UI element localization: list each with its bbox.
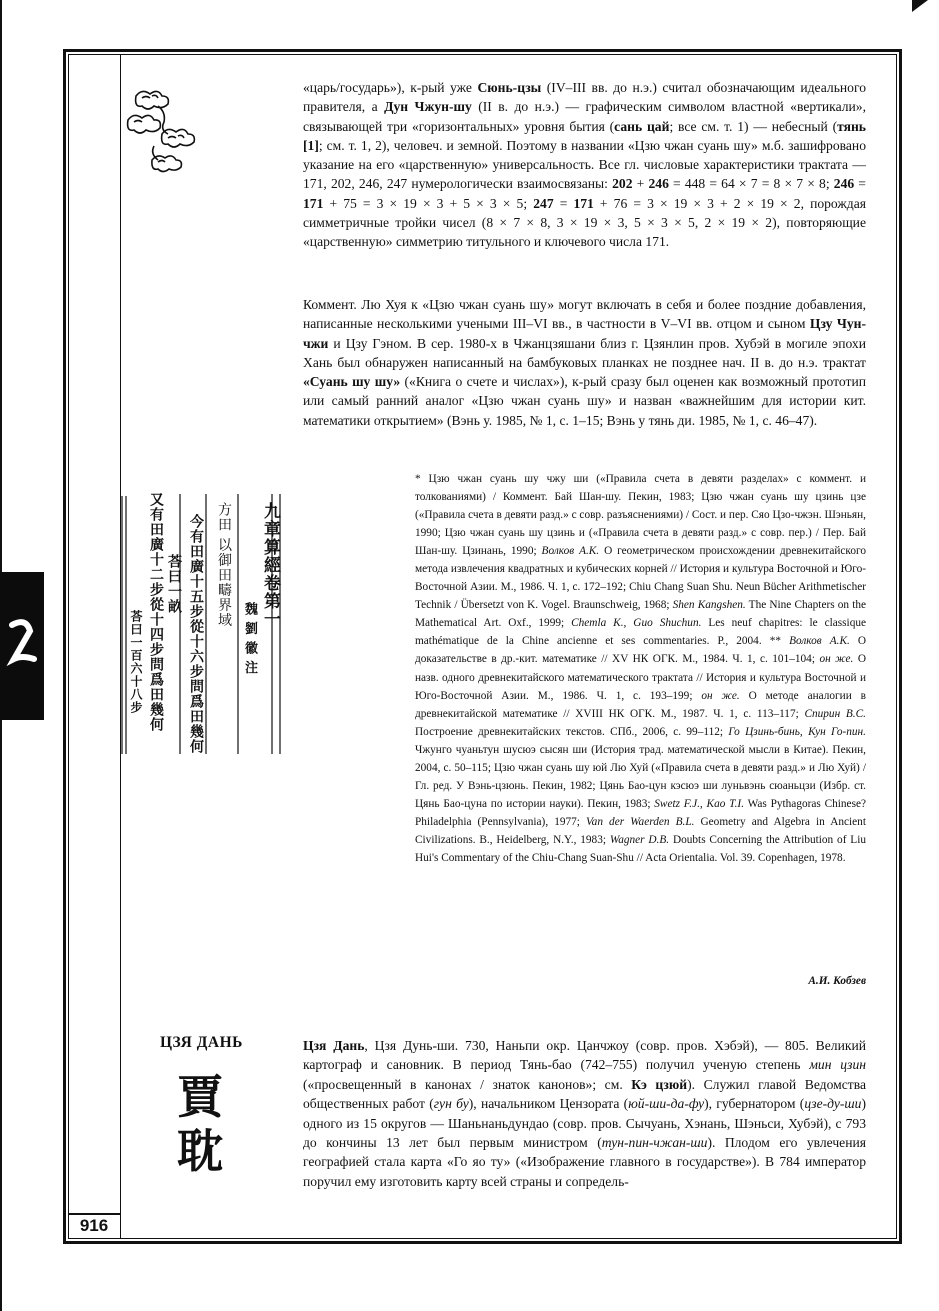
cross-ref-link[interactable]: Сюнь-цзы bbox=[477, 80, 542, 95]
main-text-paragraph-1 bbox=[303, 78, 866, 251]
section-thumb-letter bbox=[0, 611, 44, 686]
term-italic: мин цзин bbox=[809, 1057, 867, 1073]
note-run: О доказательстве в др.-кит. математике // XV НК ОГК. М., 1984. Ч. 1, с. 101–104; bbox=[415, 635, 867, 666]
note-author: он же. bbox=[819, 653, 854, 666]
text-run: + 75 = 3 × 19 × 3 + 5 × 3 × 5; bbox=[323, 195, 534, 211]
note-run: * Цзю чжан суань шу чжу ши («Правила счета в девяти разделах» с коммент. и толкованиями) / Коммент. Бай Шан-шу. Пекин, 1983; Цзю чжан суань шу цзинь цзе («Правила счета в девяти разд.» с совр. разъяснениями) / Сост. и пер. Сяо Цзо-чжэн. Шэньян, 1990; Цзю чжан суань шу цзинь и («Правила счета в девяти разд.» с совр. пер.) / Пер. Бай Шан-шу. Цзинань, 1990; bbox=[415, 473, 866, 558]
headword-glyph: 賈 bbox=[177, 1070, 223, 1124]
bold-number: 246 bbox=[833, 176, 855, 192]
term-italic: тун-пин-чжан-ши bbox=[601, 1135, 708, 1151]
note-author: Van der Waerden B.L. bbox=[586, 815, 695, 828]
bold-number: 247 bbox=[533, 195, 554, 211]
entry-title-bold: Цзя Дань bbox=[303, 1038, 365, 1053]
text-run: ) одного из 15 округов — Шаньнаньдундао (совр. пров. Сычуань, Хэнань, Шэньси, Хубэй), с 793 до кончины 13 лет был первым министром ( bbox=[303, 1096, 866, 1151]
note-author: Спирин В.С. bbox=[804, 707, 866, 720]
note-run: Doubts Concerning the Attribution of Liu Hui's Commentary of the Chiu-Chang Suan-Shu // Acta Orientalia. Vol. 39. Copenhagen, 1978. bbox=[415, 833, 866, 864]
note-run: Les neuf chapitres: le classique mathématique de la Chine ancienne et ses commentaries. P., 2004. ** bbox=[415, 617, 867, 648]
text-run: = bbox=[553, 195, 574, 211]
cross-ref-link[interactable]: Кэ цзюй bbox=[631, 1076, 688, 1092]
text-run: = bbox=[854, 176, 866, 192]
text-run: ). Плодом его увлечения географией стала карта «Го яо ту» («Изображение главного в государстве»). В 784 император поручил ему изготовить карту всей страны и сопредель- bbox=[303, 1135, 867, 1189]
headword-glyph: 耽 bbox=[177, 1124, 223, 1178]
text-run: = 448 = 64 × 7 = 8 × 7 × 8; bbox=[668, 176, 834, 192]
text-run: «царь/государь»), к-рый уже bbox=[303, 80, 478, 95]
cross-ref-link[interactable]: сань цай bbox=[614, 118, 670, 134]
illustration-column: 荅曰一畝 bbox=[166, 554, 182, 614]
note-author: Го Цзинь-бинь, Кун Го-пин. bbox=[728, 725, 866, 738]
text-run: + bbox=[632, 176, 649, 192]
corner-mark bbox=[912, 0, 928, 12]
bold-number: 246 bbox=[648, 176, 669, 192]
text-run: (II в. до н.э.) — графическим символом властной «вертикали», связывающей три «горизонтальных» уровня бытия ( bbox=[303, 99, 866, 134]
text-run: Коммент. Лю Хуя к «Цзю чжан суань шу» могут включать в себя и более поздние добавления, написанные несколькими учеными III–VI вв., в частности в V–VI вв. отцом и сыном bbox=[303, 297, 866, 332]
page-number: 916 bbox=[79, 1216, 109, 1235]
text-run: , Цзя Дунь-ши. 730, Наньпи окр. Цанчжоу (совр. пров. Хэбэй), — 805. Великий картограф и сановник. В период Тянь-бао (742–755) получил ученую степень bbox=[303, 1038, 866, 1073]
note-author: он же. bbox=[701, 689, 740, 702]
text-run: ), начальником Цензората ( bbox=[468, 1096, 629, 1112]
cross-ref-link[interactable]: Цзу Чун-чжи bbox=[303, 316, 866, 351]
bold-number: 171 bbox=[573, 195, 594, 211]
cross-ref-link[interactable]: Дун Чжун-шу bbox=[384, 99, 472, 115]
text-run: ; все см. т. 1) — небесный ( bbox=[669, 118, 838, 134]
note-run: О геометрическом происхождении древнекитайского метода извлечения квадратных и кубических корней // История и культура Восточной и Юго-Восточной Азии. М., 1986. Ч. 1, с. 172–192; Chiu Chang Suan Shu. Neun Bücher Arithmetischer Technik / Übersetzt von K. Vogel. Braunschweig, 1968; bbox=[415, 545, 866, 612]
author-signature: А.И. Кобзев bbox=[808, 975, 866, 987]
bibliography-notes bbox=[415, 470, 866, 867]
note-author: Волков А.К. bbox=[541, 545, 600, 558]
bold-number: 202 bbox=[612, 176, 633, 192]
illustration-column: 魏 劉 徽 注 bbox=[242, 602, 257, 675]
note-author: Chemla K., Guo Shuchun. bbox=[571, 617, 702, 630]
book-title: «Суань шу шу» bbox=[303, 374, 401, 389]
illustration-column: 方田 以御田疇界域 bbox=[216, 502, 232, 628]
note-author: Swetz F.J., Kao T.I. bbox=[654, 797, 745, 810]
note-run: О назв. одного древнекитайского математического трактата // История и культура Восточной и Юго-Восточной Азии. М., 1986. Ч. 1, с. 193–199; bbox=[415, 653, 867, 702]
note-run: The Nine Chapters on the Mathematical Art. Oxf., 1999; bbox=[415, 599, 866, 630]
illustration-column: 今有田廣十五步從十六步問爲田幾何 bbox=[188, 514, 204, 754]
text-run: («Книга о счете и числах»), к-рый сразу был оценен как возможный прототип или самый ранний аналог «Цзю чжан суань шу» и назван «важнейшим для истории кит. математики открытием» (Вэнь у. 1985, № 1, с. 1–15; Вэнь у тянь ди. 1985, № 1, с. 46–47). bbox=[303, 374, 866, 428]
entry-body bbox=[303, 1036, 866, 1191]
term-italic: юй-ши-да-фу bbox=[628, 1096, 705, 1112]
note-run: Построение древнекитайских текстов. СПб., 2006, с. 99–112; bbox=[415, 725, 729, 738]
thumb-letter-glyph bbox=[0, 611, 44, 675]
note-author: Shen Kangshen. bbox=[672, 599, 746, 612]
text-run: («просвещенный в канонах / знаток канонов»; см. bbox=[303, 1076, 632, 1092]
text-run: + 76 = 3 × 19 × 3 + 2 × 19 × 2, порождая симметричные тройки чисел (8 × 7 × 8, 3 × 19 × 3, 5 × 3 × 5, 2 × 19 × 2), повторяющие «царственную» симметрию титульного и ключевого числа 171. bbox=[303, 195, 866, 249]
chinese-text-illustration bbox=[120, 492, 285, 762]
cloud-ornament-icon bbox=[118, 82, 204, 180]
note-run: Чжунго чуаньтун шусюэ сысян ши (История трад. математической мысли в Китае). Пекин, 2004, с. 50–115; Цзю чжан суань шу юй Лю Хуй («Правила счета в девяти разд.» и Лю Хуй) / Гл. ред. У Вэнь-цзюнь. Пекин, 1982; Цянь Бао-цун кэсюэ ши луньвэнь сюаньцзи (Избр. ст. Цянь Бао-цуна по истории науки). Пекин, 1983; bbox=[415, 743, 866, 810]
note-run: Geometry and Algebra in Ancient Civilizations. B., Heidelberg, N.Y., 1983; bbox=[415, 815, 866, 846]
entry-headword: ЦЗЯ ДАНЬ bbox=[160, 1034, 243, 1051]
term-italic: цзе-ду-ши bbox=[804, 1096, 862, 1112]
text-run: (IV–III вв. до н.э.) считал обозначающим идеального правителя, а bbox=[303, 80, 867, 115]
note-author: Волков А.К. bbox=[789, 635, 850, 648]
text-run: ). Служил главой Ведомства общественных работ ( bbox=[303, 1076, 866, 1112]
illustration-column: 又有田廣十二步從十四步問爲田幾何 bbox=[148, 492, 164, 732]
term-italic: гун бу bbox=[433, 1096, 469, 1112]
note-run: Was Pythagoras Chinese? Philadelphia (Pennsylvania), 1977; bbox=[415, 797, 866, 828]
text-run: ), губернатором ( bbox=[704, 1096, 805, 1112]
note-run: О методе аналогии в древнекитайской математике // XVIII НК ОГК. М., 1987. Ч. 1, с. 113–117; bbox=[415, 689, 866, 720]
note-author: Wagner D.B. bbox=[609, 833, 670, 846]
text-run: ; см. т. 1, 2), человеч. и земной. Поэтому в названии «Цзю чжан суань шу» м.б. зашифровано указание на его «царственную» универсальность. Все гл. числовые характеристики трактата — 171, 202, 246, 247 нумерологически взаимосвязаны: bbox=[303, 137, 866, 192]
illustration-column: 九章算經卷第一 bbox=[260, 502, 280, 628]
text-run: и Цзу Гэном. В сер. 1980-х в Чжанцзяшани близ г. Цзянлин пров. Хубэй в могиле эпохи Хань был обнаружен написанный на бамбуковых планках не позднее нач. II в. до н.э. трактат bbox=[303, 335, 866, 370]
main-text-paragraph-2 bbox=[303, 295, 866, 430]
cross-ref-link[interactable]: тянь [1] bbox=[303, 118, 866, 153]
illustration-column: 荅曰一百六十八步 bbox=[129, 610, 143, 714]
bold-number: 171 bbox=[303, 195, 324, 211]
